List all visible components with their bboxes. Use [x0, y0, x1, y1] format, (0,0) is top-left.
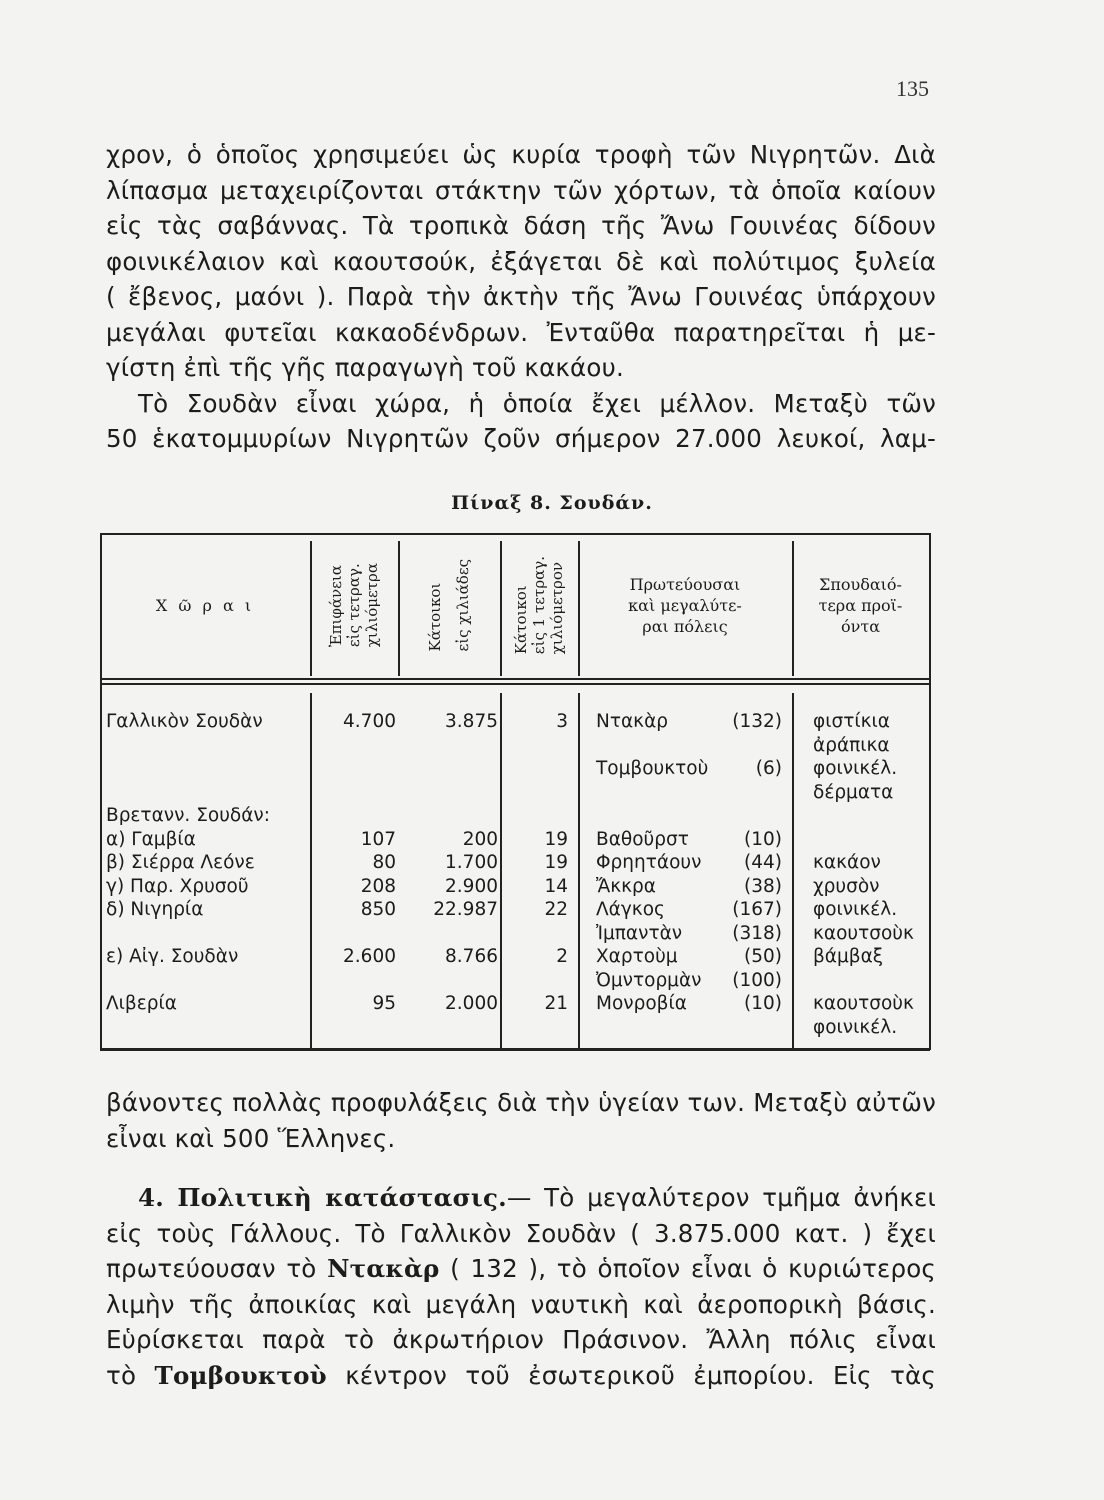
cell-area: 208: [360, 875, 396, 897]
cell-city-population: (50): [744, 946, 782, 967]
cell-country: Λιβερία: [106, 993, 177, 1014]
text-line: εἰς τὰς σαβάννας. Τὰ τροπικὰ δάση τῆς Ἄνω Γουινέας δίδουν: [106, 211, 936, 240]
table-row: [100, 851, 930, 875]
header-line: όντα: [840, 617, 880, 636]
text-line: Τὸ Σουδὰν εἶναι χώρα, ἡ ὁποία ἔχει μέλλον. Μεταξὺ τῶν: [138, 388, 936, 418]
cell-city: Λάγκος: [596, 899, 665, 920]
header-line: τερα προϊ-: [818, 596, 903, 615]
text-span: πρωτεύουσαν τὸ: [106, 1254, 317, 1283]
header-rule: [100, 678, 930, 680]
cell-population: 1.700: [445, 852, 498, 873]
cell-city-population: (167): [732, 899, 782, 920]
section-politics: [106, 1180, 936, 1393]
header-countries: Χ ῶ ρ α ι: [155, 596, 255, 615]
bold-term: Ντακὰρ: [327, 1254, 440, 1283]
text-line: λίπασμα μεταχειρίζονται στάκτην τῶν χόρτων, τὰ ὁποῖα καίουν: [106, 175, 936, 205]
cell-density: 14: [544, 875, 568, 897]
cell-city-population: (132): [732, 711, 782, 732]
table-row: [100, 875, 930, 899]
table-row: [100, 710, 930, 734]
table-row: [100, 969, 930, 993]
table-row: [100, 781, 930, 805]
text-line: εἶναι καὶ 500 Ἕλληνες.: [106, 1123, 396, 1153]
cell-city-population: (10): [744, 828, 782, 850]
table-row: [100, 922, 930, 946]
text-line: ( ἔβενος, μαόνι ). Παρὰ τὴν ἀκτὴν τῆς Ἄνω Γουινέας ὑπάρχουν: [106, 282, 936, 311]
text-line: Εὑρίσκεται παρὰ τὸ ἀκρωτήριον Πράσινον. Ἄλλη πόλις εἶναι: [106, 1325, 936, 1354]
cell-area: 2.600: [343, 946, 396, 967]
cell-population: 8.766: [445, 946, 498, 967]
table-row: [100, 828, 930, 852]
cell-population: 2.000: [445, 993, 498, 1014]
table-row: [100, 945, 930, 969]
table-row: [100, 757, 930, 781]
text-line: λιμὴν τῆς ἀποικίας καὶ μεγάλη ναυτικὴ καὶ ἀεροπορικὴ βάσις.: [106, 1289, 936, 1319]
cell-product: φιστίκια: [813, 711, 890, 732]
paragraph-1: [106, 137, 936, 457]
cell-city: Τομβουκτοὺ: [596, 758, 709, 779]
text-line: [106, 1251, 936, 1287]
table-title: Πίναξ 8. Σουδάν.: [451, 492, 653, 514]
cell-city: Μονροβία: [596, 993, 687, 1014]
header-rule: [100, 683, 930, 685]
text-span: — Τὸ μεγαλύτερον τμῆμα ἀνήκει: [506, 1183, 936, 1212]
table-row: [100, 804, 930, 828]
header-area: [310, 533, 398, 678]
header-line: χιλιόμετρα: [363, 563, 381, 648]
cell-city-population: (38): [744, 875, 782, 897]
table-bottom-rule: [100, 1048, 930, 1051]
header-population: [398, 533, 500, 678]
cell-area: 95: [372, 993, 396, 1014]
cell-product: χρυσὸν: [813, 875, 880, 897]
cell-country: Γαλλικὸν Σουδὰν: [106, 711, 263, 732]
cell-density: 19: [544, 852, 568, 873]
cell-city: Ἰμπαντὰν: [596, 922, 683, 944]
cell-population: 3.875: [445, 711, 498, 732]
cell-product: κακάον: [813, 852, 881, 873]
cell-product: φοινικέλ.: [813, 1016, 898, 1038]
cell-density: 22: [544, 899, 568, 920]
table-row: [100, 1016, 930, 1040]
cell-city-population: (318): [732, 922, 782, 944]
cell-density: 3: [556, 711, 568, 732]
text-line: βάνοντες πολλὰς προφυλάξεις διὰ τὴν ὑγείαν των. Μεταξὺ αὐτῶν: [106, 1088, 936, 1117]
cell-product: φοινικέλ.: [813, 758, 898, 779]
header-line: εἰς χιλιάδες: [454, 559, 472, 652]
cell-area: 107: [360, 828, 396, 850]
cell-population: 200: [462, 828, 498, 850]
header-line: εἰς τετραγ.: [345, 563, 363, 648]
cell-country: β) Σιέρρα Λεόνε: [106, 852, 255, 873]
cell-product: ἀράπικα: [813, 734, 890, 756]
text-span: ( 132 ), τὸ ὁποῖον εἶναι ὁ κυριώτερος: [450, 1254, 936, 1283]
text-span: κέντρον τοῦ ἐσωτερικοῦ ἐμπορίου. Εἰς τὰς: [345, 1360, 936, 1390]
header-line: Ἐπιφάνεια: [327, 565, 345, 648]
section-heading: 4. Πολιτικὴ κατάστασις.: [138, 1183, 507, 1212]
cell-area: 80: [372, 852, 396, 873]
page-number: 135: [896, 76, 929, 101]
cell-city: Φρηητάουν: [596, 852, 702, 873]
cell-country: ε) Αἰγ. Σουδὰν: [106, 946, 239, 967]
text-span: τὸ: [106, 1360, 137, 1390]
cell-density: 21: [544, 993, 568, 1014]
header-line: καὶ μεγαλύτε-: [628, 596, 742, 615]
sudan-table: [100, 533, 930, 1050]
cell-product: καουτσοὺκ: [813, 993, 914, 1014]
header-line: Σπουδαιό-: [819, 575, 902, 594]
header-line: ραι πόλεις: [642, 617, 728, 636]
header-cities: [578, 533, 792, 678]
cell-city-population: (6): [755, 758, 782, 779]
text-line: φοινικέλαιον καὶ καουτσούκ, ἐξάγεται δὲ καὶ πολύτιμος ξυλεία: [106, 246, 936, 276]
header-products: [792, 533, 929, 678]
header-line: Κάτοικοι: [512, 585, 530, 655]
cell-product: δέρματα: [813, 781, 894, 803]
cell-population: 22.987: [433, 899, 498, 920]
cell-country: δ) Νιγηρία: [106, 899, 204, 920]
text-line: 50 ἑκατομμυρίων Νιγρητῶν ζοῦν σήμερον 27.000 λευκοί, λαμ-: [106, 424, 936, 453]
cell-city-population: (10): [744, 993, 782, 1014]
cell-area: 850: [360, 899, 396, 920]
text-line: εἰς τοὺς Γάλλους. Τὸ Γαλλικὸν Σουδὰν ( 3.875.000 κατ. ) ἔχει: [106, 1218, 936, 1248]
cell-city: Χαρτοὺμ: [596, 946, 678, 967]
header-line: Κάτοικοι: [426, 582, 444, 652]
cell-city: Βαθοῦρστ: [596, 828, 689, 850]
cell-product: βάμβαξ: [813, 946, 884, 967]
cell-density: 2: [556, 946, 568, 967]
paragraph-3: [106, 1085, 936, 1156]
bold-term: Τομβουκτοὺ: [154, 1360, 327, 1390]
text-line: [106, 1358, 936, 1394]
cell-city: Ντακὰρ: [596, 711, 669, 732]
header-density: [500, 533, 578, 678]
cell-density: 19: [544, 828, 568, 850]
table-row: [100, 898, 930, 922]
cell-area: 4.700: [343, 711, 396, 732]
header-line: εἰς 1 τετραγ.: [530, 556, 548, 655]
table-row: [100, 992, 930, 1016]
cell-city: Ὀμντορμὰν: [596, 969, 702, 991]
header-line: Πρωτεύουσαι: [629, 575, 741, 594]
text-line: γίστη ἐπὶ τῆς γῆς παραγωγὴ τοῦ κακάου.: [106, 353, 624, 382]
cell-city-population: (100): [732, 969, 782, 991]
cell-country: Βρετανν. Σουδάν:: [106, 805, 270, 826]
cell-product: φοινικέλ.: [813, 899, 898, 920]
header-line: χιλιόμετρον: [548, 562, 566, 655]
text-line: χρον, ὁ ὁποῖος χρησιμεύει ὡς κυρία τροφὴ τῶν Νιγρητῶν. Διὰ: [106, 140, 936, 169]
table-row: [100, 734, 930, 758]
cell-country: α) Γαμβία: [106, 828, 196, 850]
text-line: [106, 1180, 936, 1216]
text-line: μεγάλαι φυτεῖαι κακαοδένδρων. Ἐνταῦθα παρατηρεῖται ἡ με-: [106, 317, 936, 347]
cell-population: 2.900: [445, 875, 498, 897]
cell-country: γ) Παρ. Χρυσοῦ: [106, 875, 249, 897]
cell-city-population: (44): [744, 852, 782, 873]
cell-city: Ἄκκρα: [596, 875, 656, 897]
cell-product: καουτσοὺκ: [813, 922, 914, 944]
